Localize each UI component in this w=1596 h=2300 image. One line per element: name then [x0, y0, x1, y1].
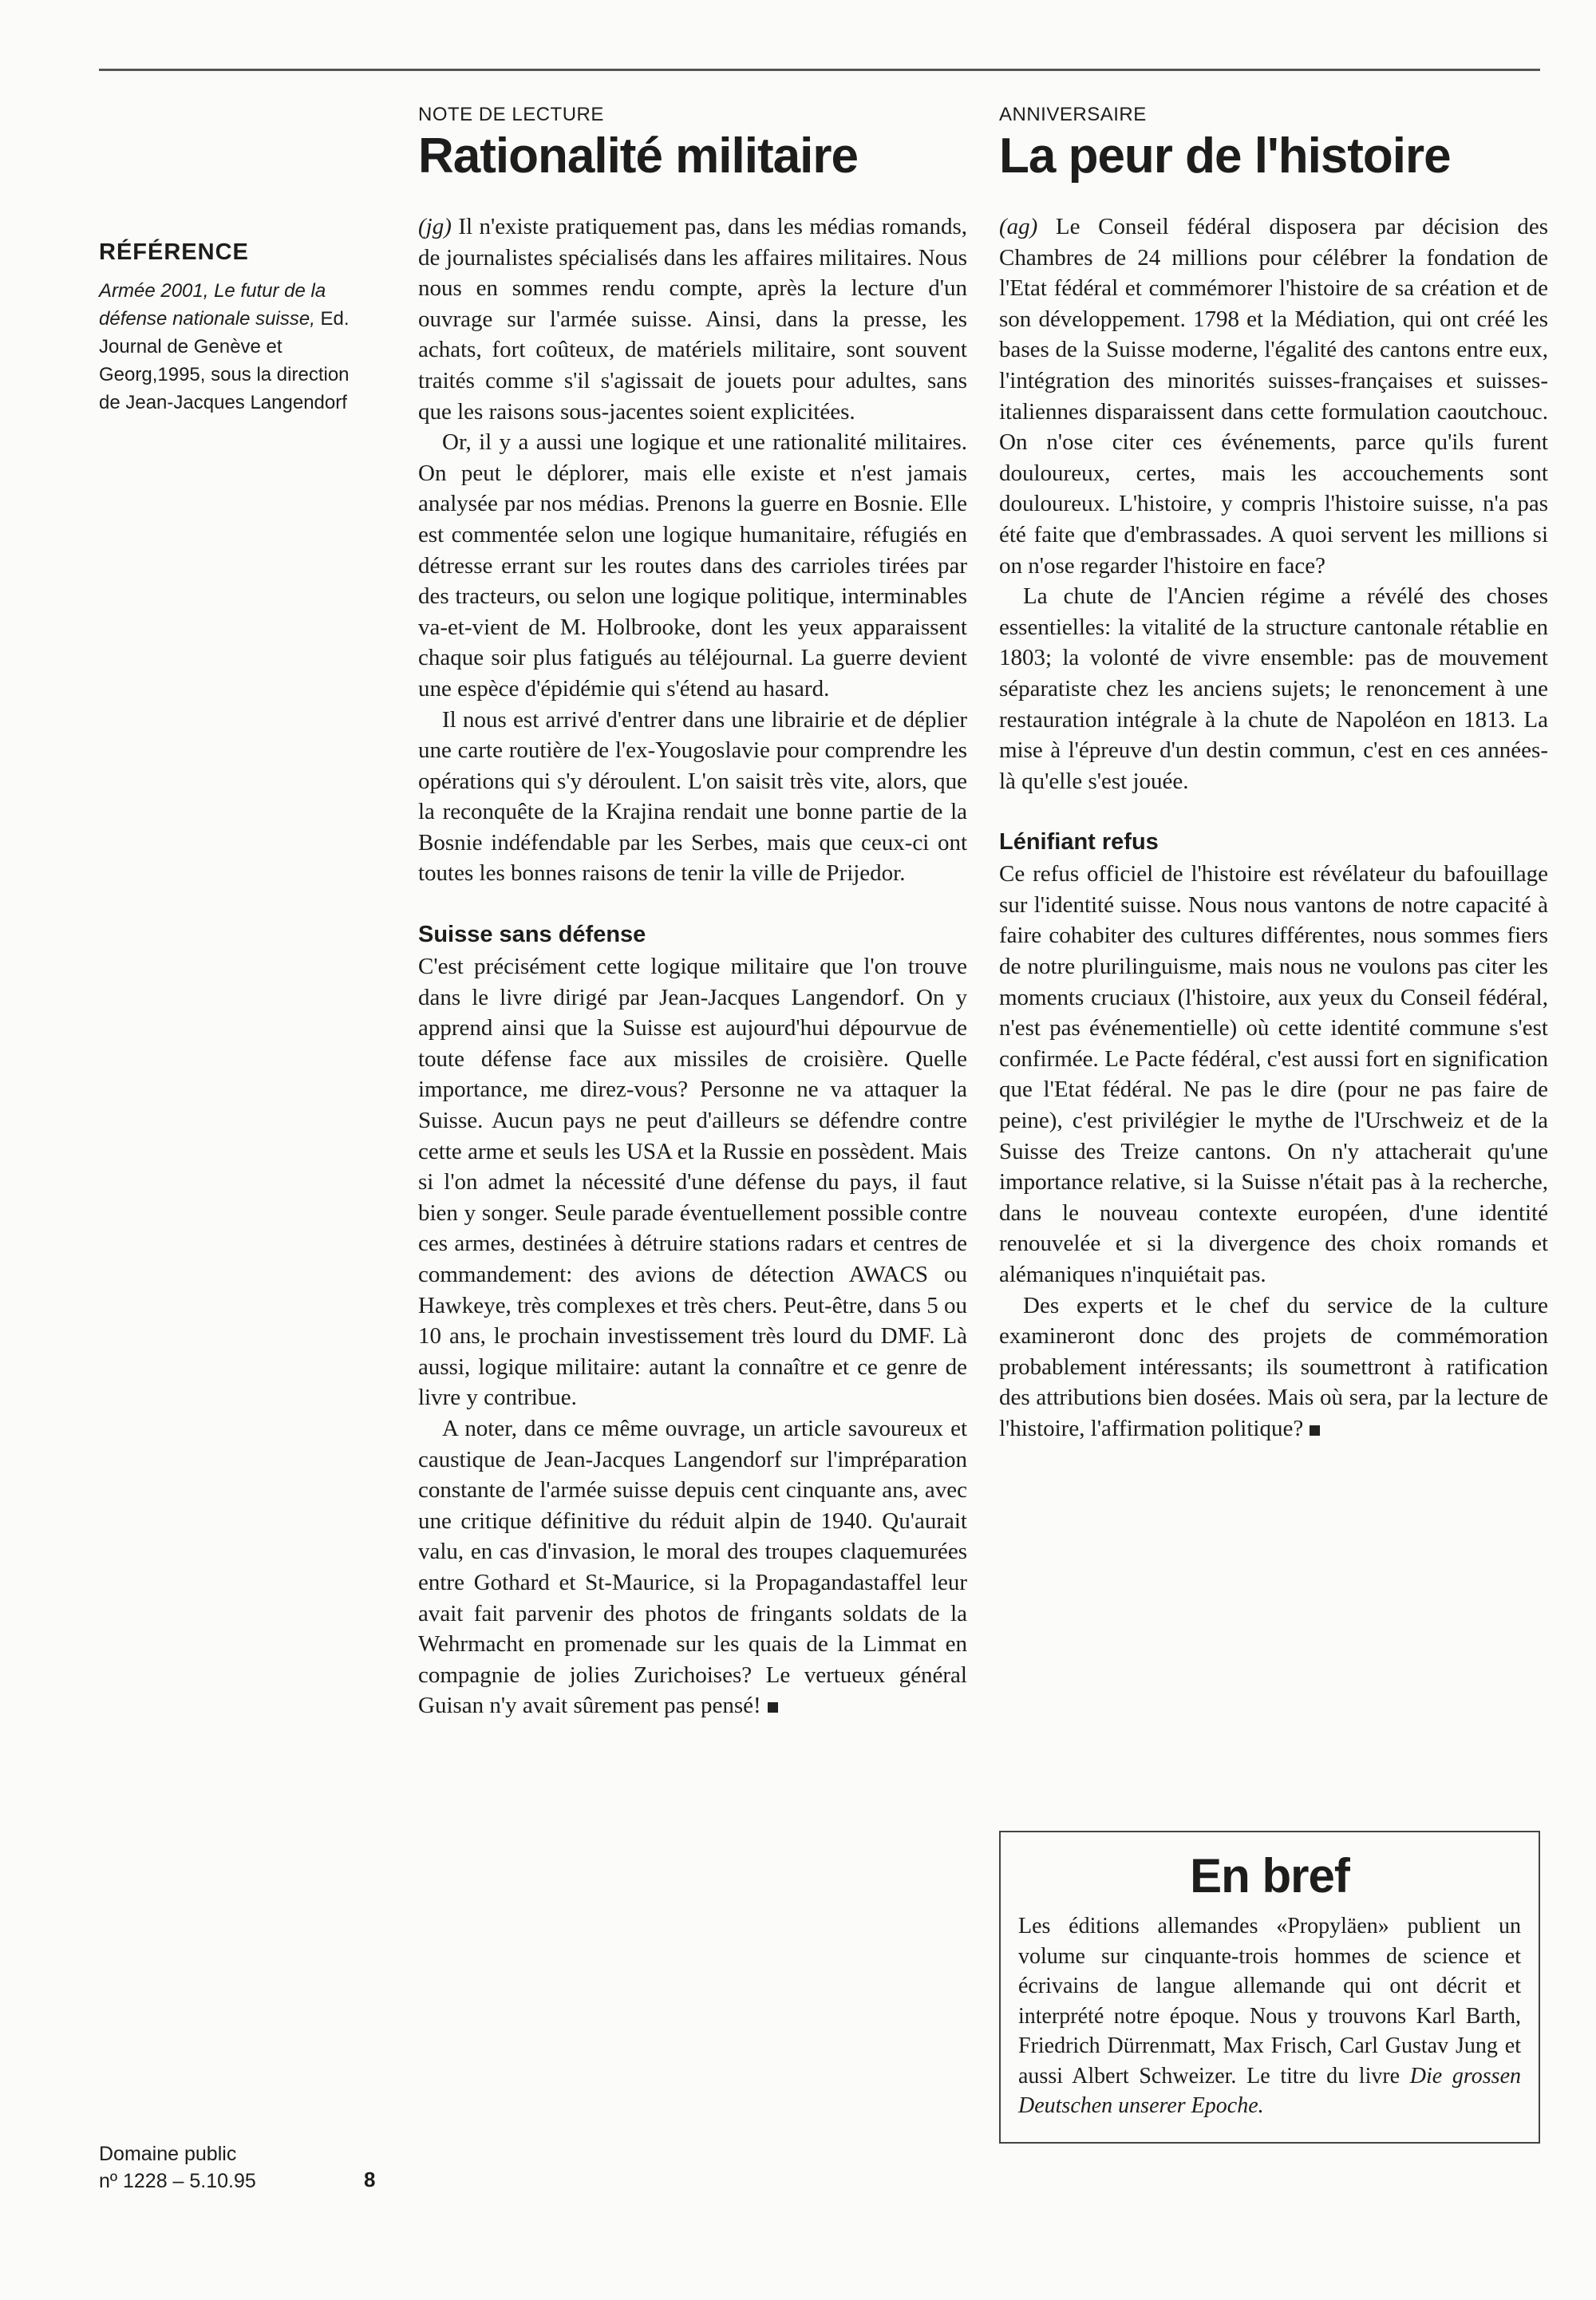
- paragraph: Il nous est arrivé d'entrer dans une librairie et de déplier une carte routière de l'ex-Yougoslavie pour comprendre les opérations qui s'y déroulent. L'on saisit très vite, alors, que la reconquête de la Krajina rendait une bonne partie de la Bosnie indéfendable par les Serbes, mais que ceux-ci ont toutes les bonnes raisons de tenir la ville de Prijedor.: [418, 706, 967, 887]
- footer-issue: nº 1228 – 5.10.95: [99, 2170, 256, 2192]
- reference-book-title: Armée 2001, Le futur de la défense nationale suisse,: [99, 280, 326, 330]
- subheading: Suisse sans défense: [418, 922, 646, 948]
- page-number: 8: [364, 2168, 376, 2191]
- en-bref-title: En bref: [1190, 1849, 1349, 1903]
- article-body: [418, 211, 967, 1721]
- paragraph: Or, il y a aussi une logique et une rationalité militaires. On peut le déplorer, mais elle existe et n'est jamais analysée par nos médias. Prenons la guerre en Bosnie. Elle est commentée selon une logique humanitaire, réfugiés en détresse errant sur les routes dans des carrioles tirées par des tracteurs, ou selon une logique politique, interminables va-et-vient de M. Holbrooke, dont les yeux apparaissent chaque soir plus fatigués au téléjournal. La guerre devient une espèce d'épidémie qui s'étend au hasard.: [418, 429, 967, 701]
- reference-sidebar: [99, 239, 370, 417]
- paragraph: La chute de l'Ancien régime a révélé des choses essentielles: la vitalité de la structure cantonale rétablie en 1803; la volonté de vivre ensemble: pas de mouvement séparatiste chez les anciens sujets; le renoncement à une restauration intégrale à la chute de Napoléon en 1813. La mise à l'épreuve d'un destin commun, c'est en ces années-là qu'elle s'est jouée.: [999, 583, 1548, 794]
- footer-publication: Domaine public: [99, 2143, 237, 2165]
- paragraph: (jg) Il n'existe pratiquement pas, dans les médias romands, de journalistes spécialisés dans les affaires militaires. Nous nous en sommes rendu compte, après la lecture d'un ouvrage sur l'armée suisse. Ainsi, dans la presse, les achats, fort coûteux, de matériels militaire, sont souvent traités comme s'il s'agissait de jouets pour adultes, sans que les raisons sous-jacentes soient explicitées.: [418, 214, 967, 425]
- reference-text: [99, 277, 370, 417]
- paragraph: Ce refus officiel de l'histoire est révélateur du bafouillage sur l'identité suisse. Nous nous vantons de notre capacité à faire cohabiter des cultures différentes, nous sommes fiers de notre plurilinguisme, mais nous ne voulons pas citer les moments cruciaux (l'histoire, aux yeux du Conseil fédéral, n'est pas événementielle) où cette identité commune s'est confirmée. Le Pacte fédéral, c'est aussi fort en signification que l'Etat fédéral. Ne pas le dire (pour ne pas faire de peine), c'est privilégier le mythe de l'Urschweiz et de la Suisse des Treize cantons. On n'y attacherait qu'une importance relative, si la Suisse n'était pas à la recherche, dans le nouveau contexte européen, d'une identité renouvelée et si la divergence des choix romands et alémaniques n'inquiétait pas.: [999, 861, 1548, 1287]
- end-mark-icon: [1310, 1425, 1320, 1436]
- top-rule: [99, 69, 1540, 71]
- subheading: Lénifiant refus: [999, 829, 1159, 856]
- author-initials: (jg): [418, 214, 452, 239]
- en-bref-box: [999, 1831, 1540, 2144]
- article-title: La peur de l'histoire: [999, 128, 1451, 184]
- reference-book-details: Ed. Journal de Genève et Georg,1995, sous la direction de Jean-Jacques Langendorf: [99, 308, 350, 413]
- en-bref-text: Les éditions allemandes «Propyläen» publient un volume sur cinquante-trois hommes de science et écrivains de langue allemande qui ont décrit et interprété notre époque. Nous y trouvons Karl Barth, Friedrich Dürrenmatt, Max Frisch, Carl Gustav Jung et aussi Albert Schweizer. Le titre du livre Die grossen Deutschen unserer Epoche.: [1018, 1914, 1521, 2118]
- paragraph: (ag) Le Conseil fédéral disposera par décision des Chambres de 24 millions pour célébrer la fondation de l'Etat fédéral et commémorer l'histoire de sa création et de son développement. 1798 et la Médiation, qui ont créé les bases de la Suisse moderne, l'égalité des cantons entre eux, l'intégration des minorités suisses-françaises et suisses-italiennes disparaissent dans cette formulation caoutchouc. On n'ose citer ces événements, parce qu'ils furent douloureux, certes, mais les accouchements sont douloureux. L'histoire, y compris l'histoire suisse, n'a pas été faite que d'embrassades. A quoi servent les millions si on n'ose regarder l'histoire en face?: [999, 214, 1549, 579]
- article-title: Rationalité militaire: [418, 128, 858, 184]
- article-rationalite-militaire: [418, 104, 967, 1721]
- article-peur-histoire: [999, 104, 1548, 1444]
- paragraph: C'est précisément cette logique militaire que l'on trouve dans le livre dirigé par Jean-Jacques Langendorf. On y apprend ainsi que la Suisse est aujourd'hui dépourvue de toute défense face aux missiles de croisière. Quelle importance, me direz-vous? Personne ne va attaquer la Suisse. Aucun pays ne peut d'ailleurs se défendre contre cette arme et seuls les USA et la Russie en possèdent. Mais si l'on admet la nécessité d'une défense du pays, il faut bien y songer. Seule parade éventuellement possible contre ces armes, destinées à détruire stations radars et centres de commandement: des avions de détection AWACS ou Hawkeye, très complexes et très chers. Peut-être, dans 5 ou 10 ans, le prochain investissement très lourd du DMF. Là aussi, logique militaire: autant la connaître et ce genre de livre y contribue.: [418, 954, 967, 1411]
- article-kicker: ANNIVERSAIRE: [999, 104, 1147, 125]
- footer-source: [99, 2140, 338, 2195]
- paragraph: A noter, dans ce même ouvrage, un article savoureux et caustique de Jean-Jacques Langendorf sur l'impréparation constante de l'armée suisse depuis cent cinquante ans, avec une critique définitive du réduit alpin de 1940. Qu'aurait valu, en cas d'invasion, le moral des troupes claquemurées entre Gothard et St-Maurice, si la Propagandastaffel leur avait fait parvenir des photos de fringants soldats de la Wehrmacht en promenade sur les quais de la Limmat en compagnie de jolies Zurichoises? Le vertueux général Guisan n'y avait sûrement pas pensé!: [418, 1415, 967, 1719]
- en-bref-book-title: Die grossen Deutschen unserer Epoche.: [1018, 2063, 1521, 2118]
- article-body: [999, 211, 1548, 1444]
- paragraph: Des experts et le chef du service de la culture examineront donc des projets de commémoration probablement intéressants; ils soumettront à ratification des attributions bien dosées. Mais où sera, par la lecture de l'histoire, l'affirmation politique?: [999, 1292, 1548, 1441]
- end-mark-icon: [768, 1702, 778, 1713]
- author-initials: (ag): [999, 214, 1038, 239]
- article-kicker: NOTE DE LECTURE: [418, 104, 604, 125]
- reference-label: RÉFÉRENCE: [99, 239, 249, 265]
